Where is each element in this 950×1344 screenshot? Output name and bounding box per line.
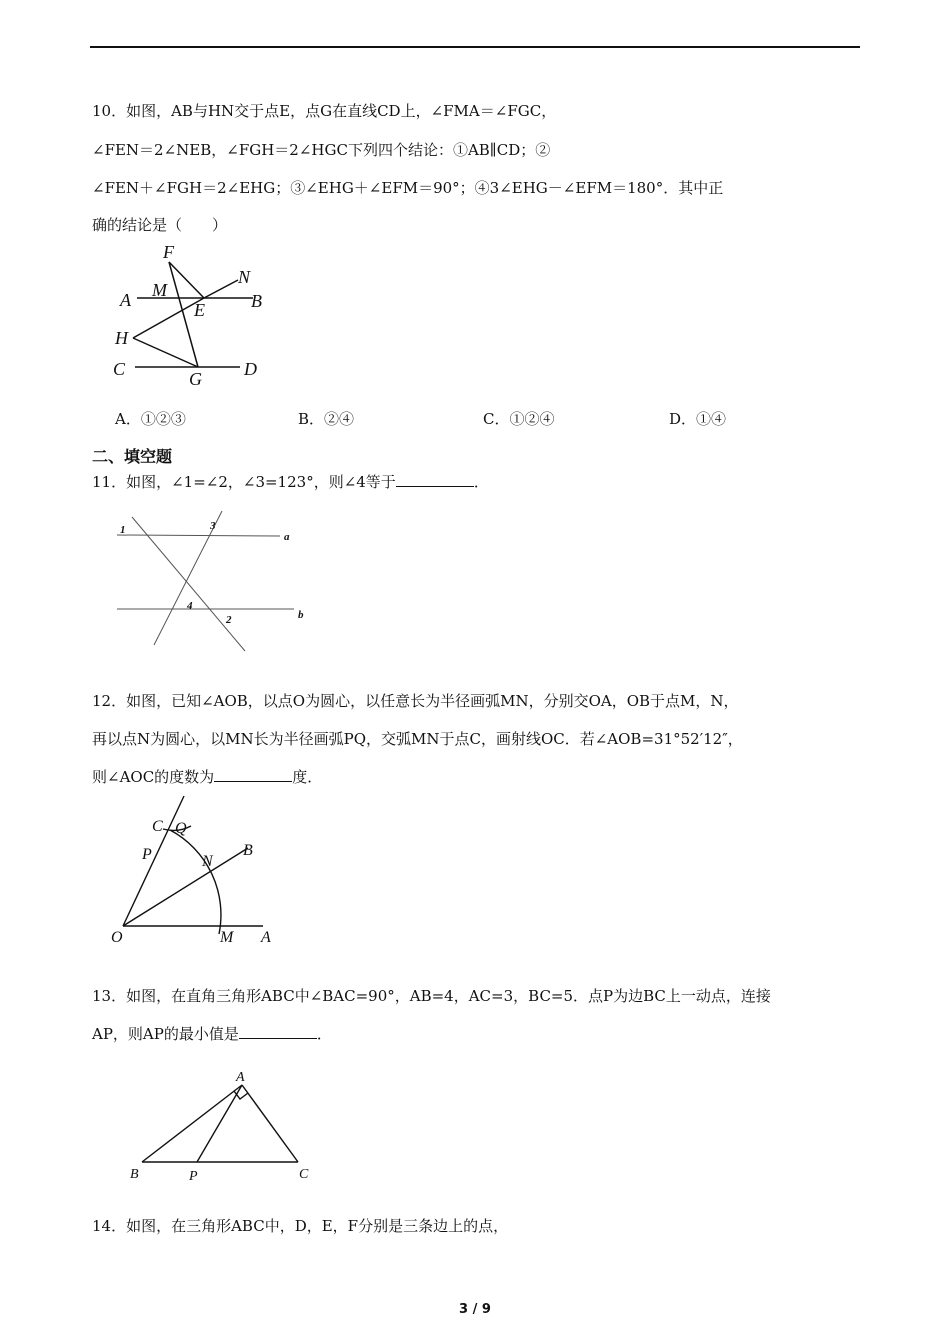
q12-label-O: O [111,929,123,946]
q12-line3 [92,765,322,788]
q11-end: ． [473,473,489,491]
q10-label-B: B [251,291,262,311]
q10-option-a: A．①②③ [115,410,186,428]
q10-label-D: D [244,359,257,379]
q10-label-N: N [238,267,251,287]
q11-label-4: 4 [187,600,193,612]
section-title: 二、填空题 [92,447,173,466]
q12-label-A: A [261,929,271,946]
q10-option-d: D．①④ [669,410,727,428]
q10-label-E: E [194,300,205,320]
q13-line2-start: AP，则AP的最小值是 [92,1025,239,1043]
q13-figure [122,1065,322,1185]
q10-label-A: A [120,290,131,310]
q12-line1: 12．如图，已知∠AOB，以点O为圆心，以任意长为半径画弧MN，分别交OA，OB于点M，N， [92,692,739,710]
q13-line1: 13．如图，在直角三角形ABC中∠BAC=90°，AB=4，AC=3，BC=5．点P为边BC上一动点，连接 [92,987,771,1005]
q10-option-b: B．②④ [298,410,355,428]
q12-label-P: P [142,846,152,863]
q12-label-N: N [202,853,213,870]
q13-label-C: C [299,1167,309,1182]
q13-label-P: P [189,1169,198,1184]
q11-label-3: 3 [210,520,216,532]
q12-label-Q: Q [175,820,187,837]
q10-label-G: G [189,369,202,389]
q11-label-a: a [284,531,290,543]
q10-line4: 确的结论是（ ） [92,216,228,234]
q10-label-F: F [163,242,174,262]
q11-label-1: 1 [120,524,126,536]
q13-answer-blank [239,1022,317,1039]
q11-text: 11．如图，∠1=∠2，∠3=123°，则∠4等于 [92,473,396,491]
q10-line2: ∠FEN＝2∠NEB，∠FGH＝2∠HGC下列四个结论：①AB∥CD；② [92,141,551,159]
q10-line3: ∠FEN＋∠FGH＝2∠EHG；③∠EHG＋∠EFM＝90°；④3∠EHG－∠EFM＝180°．其中正 [92,179,724,197]
q13-line2 [92,1022,332,1045]
q10-figure [105,240,275,390]
q12-answer-blank [214,765,292,782]
q10-line1: 10．如图，AB与HN交于点E，点G在直线CD上，∠FMA＝∠FGC， [92,102,557,120]
q11-label-2: 2 [226,614,232,626]
q12-figure [108,793,283,953]
q12-line3-end: 度． [292,768,323,786]
q11-label-b: b [298,609,304,621]
q10-label-M: M [152,280,167,300]
q11-answer-blank [396,470,474,487]
q12-label-B: B [243,842,253,859]
q13-line2-end: ． [316,1025,332,1043]
q12-label-C: C [152,818,163,835]
q10-label-H: H [115,328,128,348]
q10-option-c: C．①②④ [483,410,555,428]
page-number: 3 / 9 [459,1302,491,1317]
q13-label-A: A [236,1070,245,1085]
q12-line3-start: 则∠AOC的度数为 [92,768,215,786]
q12-line2: 再以点N为圆心，以MN长为半径画弧PQ，交弧MN于点C，画射线OC．若∠AOB=31°52′12″， [92,730,743,748]
q13-label-B: B [130,1167,139,1182]
q10-label-C: C [113,359,126,379]
q11-figure [112,505,312,655]
q11-line [92,470,489,493]
q12-label-M: M [220,929,234,946]
q14-line1: 14．如图，在三角形ABC中，D，E，F分别是三条边上的点， [92,1217,509,1235]
header-rule [90,46,860,48]
